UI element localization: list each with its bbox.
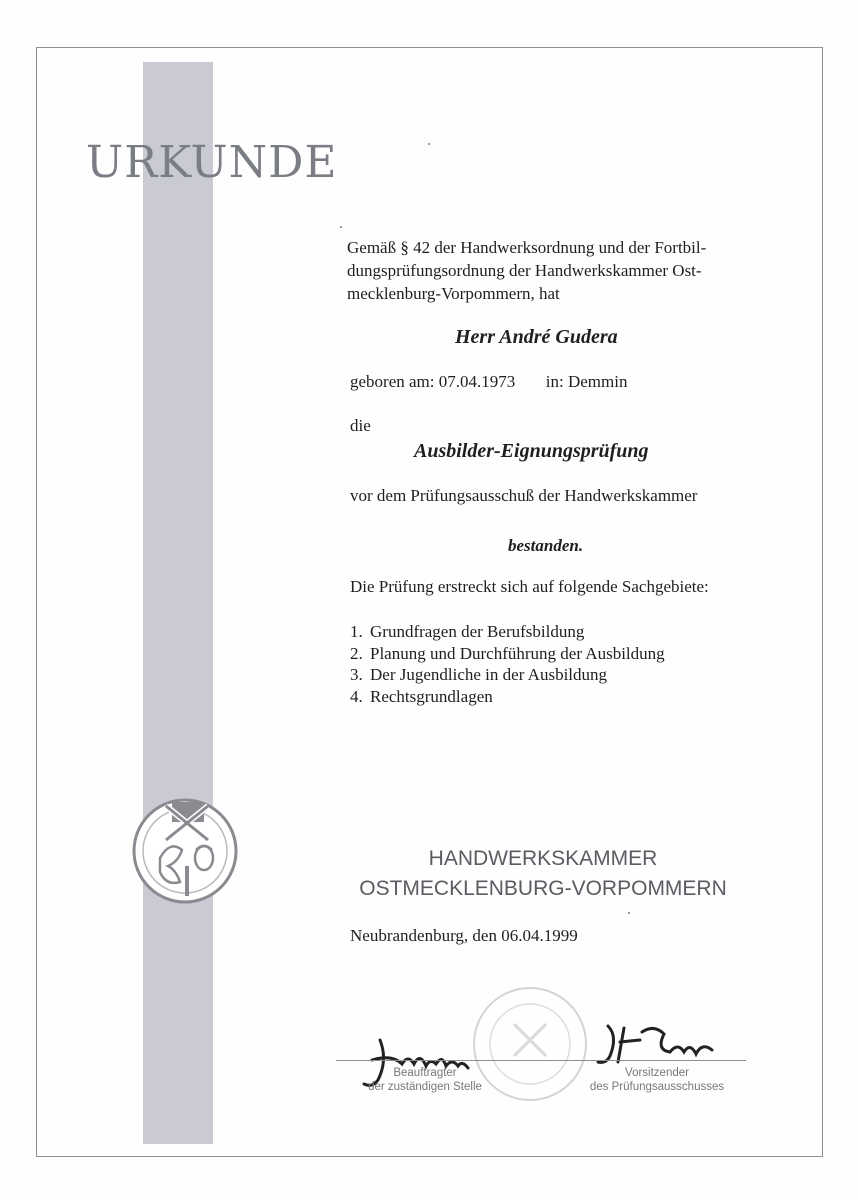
recipient-name: Herr André Gudera <box>455 326 618 348</box>
issuer-line-2: OSTMECKLENBURG-VORPOMMERN <box>359 877 727 900</box>
issuer-block <box>340 844 746 904</box>
committee-text: vor dem Prüfungsausschuß der Handwerkskammer <box>350 486 698 505</box>
birthplace-label: in: <box>545 372 564 391</box>
place-date: Neubrandenburg, den 06.04.1999 <box>350 926 578 945</box>
subject-list <box>350 621 665 707</box>
result-text: bestanden. <box>508 536 584 555</box>
legal-basis-text: Gemäß § 42 der Handwerksordnung und der Fortbil-dungsprüfungsordnung der Handwerkskammer Ost-mecklenburg-Vorpommern, hat <box>347 238 707 303</box>
birth-info <box>350 370 627 393</box>
list-item: 1. Grundfragen der Berufsbildung <box>350 622 585 641</box>
issuer-line-1: HANDWERKSKAMMER <box>428 847 658 870</box>
birth-label: geboren am: <box>350 372 435 391</box>
birthplace: Demmin <box>567 372 628 391</box>
certificate-title: URKUNDE <box>86 137 338 188</box>
list-item: 3. Der Jugendliche in der Ausbildung <box>350 665 608 684</box>
decorative-band <box>143 62 213 1144</box>
article-die: die <box>350 416 371 435</box>
scan-speck <box>340 226 342 228</box>
birth-date: 07.04.1973 <box>438 372 516 391</box>
exam-name: Ausbilder-Eignungsprüfung <box>414 440 649 462</box>
list-item: 2. Planung und Durchführung der Ausbildung <box>350 643 665 663</box>
scope-text: Die Prüfung erstreckt sich auf folgende Sachgebiete: <box>350 577 709 596</box>
left-signature-caption: Beauftragter der zuständigen Stelle <box>368 1067 482 1093</box>
scan-speck <box>428 143 430 145</box>
signature-line <box>336 1060 746 1061</box>
right-signature-caption: Vorsitzender des Prüfungsausschusses <box>589 1067 725 1093</box>
list-item: 4. Rechtsgrundlagen <box>350 686 493 706</box>
guild-emblem-icon <box>130 796 240 906</box>
scan-speck <box>628 912 630 914</box>
